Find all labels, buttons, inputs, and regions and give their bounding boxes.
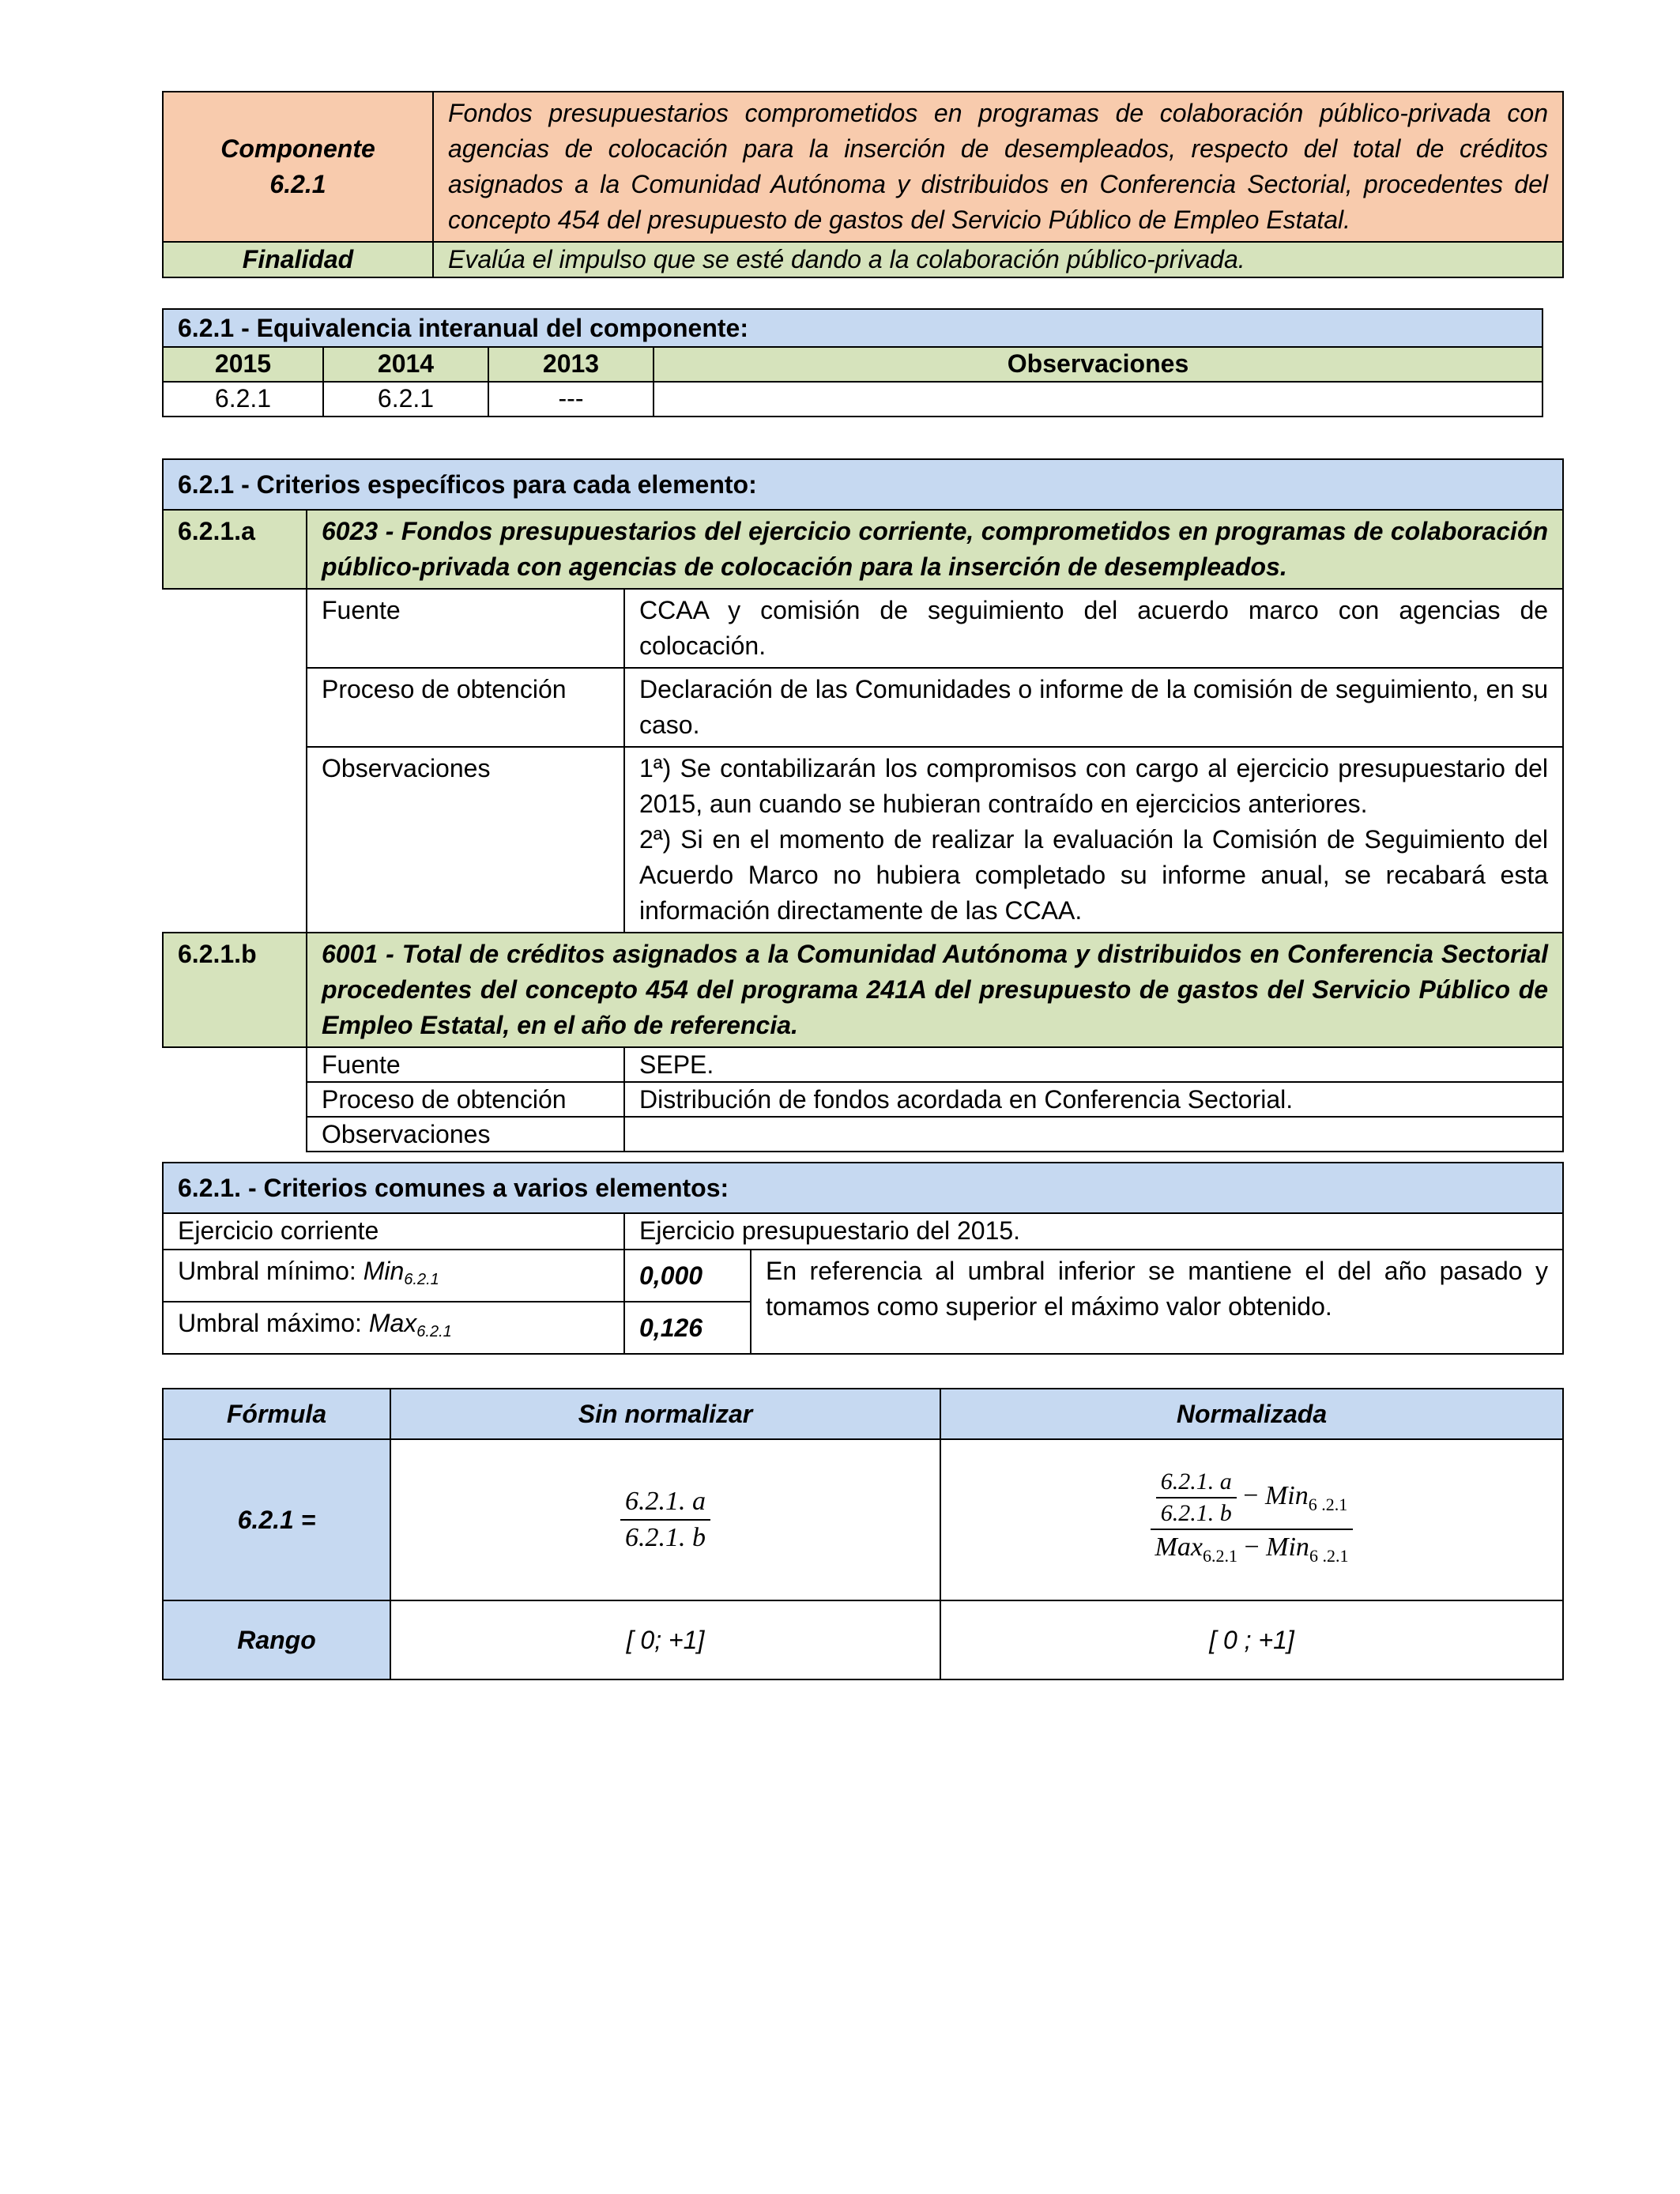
formula-norm-max: Max xyxy=(1155,1532,1203,1562)
equivalencia-cell-observaciones xyxy=(654,382,1543,417)
equivalencia-header-2014: 2014 xyxy=(323,347,488,382)
formula-norm-numerator xyxy=(1151,1468,1352,1527)
element-a-fuente-label: Fuente xyxy=(307,589,624,668)
element-a-observaciones-value xyxy=(624,747,1563,933)
formula-sin-denominator: 6.2.1. b xyxy=(625,1523,706,1552)
formula-sin-fraction xyxy=(620,1486,710,1554)
element-b-observaciones-value xyxy=(624,1117,1563,1152)
element-b-fuente-label: Fuente xyxy=(307,1047,624,1082)
minus-sign: − xyxy=(1243,1480,1259,1510)
fraction-bar xyxy=(1156,1497,1237,1498)
formula-norm-inner-fraction xyxy=(1156,1468,1237,1527)
formula-norm-denominator xyxy=(1151,1532,1354,1572)
element-b-spacer xyxy=(163,1047,307,1152)
element-b-code: 6.2.1.b xyxy=(163,933,307,1047)
equivalencia-title: 6.2.1 - Equivalencia interanual del componente: xyxy=(163,309,1543,347)
element-a-code: 6.2.1.a xyxy=(163,510,307,589)
element-a-title: 6023 - Fondos presupuestarios del ejercicio corriente, comprometidos en programas de colaboración público-privada con agencias de colocación para la inserción de desempleados. xyxy=(307,510,1563,589)
element-a-spacer xyxy=(163,589,307,933)
umbral-minimo-text: Umbral mínimo: xyxy=(178,1257,363,1285)
element-b-proceso-label: Proceso de obtención xyxy=(307,1082,624,1117)
ejercicio-value: Ejercicio presupuestario del 2015. xyxy=(624,1213,1563,1250)
element-a-proceso-label: Proceso de obtención xyxy=(307,668,624,747)
formula-norm-max-sub: 6.2.1 xyxy=(1202,1545,1237,1566)
formula-header-sin-normalizar: Sin normalizar xyxy=(390,1389,940,1439)
formula-normalizada xyxy=(940,1439,1563,1600)
component-description: Fondos presupuestarios comprometidos en programas de colaboración público-privada con agencias de colocación para la inserción de desempleados, respecto del total de créditos asignados a la Comunidad Autónoma y distribuidos en Conferencia Sectorial, procedentes del concepto 454 del presupuesto de gastos del Servicio Público de Empleo Estatal. xyxy=(433,92,1563,242)
formula-norm-min2: Min xyxy=(1266,1532,1309,1562)
formula-row-label: 6.2.1 = xyxy=(163,1439,390,1600)
component-label-cell xyxy=(163,92,433,242)
umbral-maximo-value: 0,126 xyxy=(624,1302,751,1354)
element-b-proceso-value: Distribución de fondos acordada en Conferencia Sectorial. xyxy=(624,1082,1563,1117)
umbral-maximo-label xyxy=(163,1302,624,1354)
component-label: Componente xyxy=(220,134,375,163)
formula-header-normalizada: Normalizada xyxy=(940,1389,1563,1439)
minus-sign: − xyxy=(1244,1532,1260,1562)
rango-normalizada: [ 0 ; +1] xyxy=(940,1600,1563,1679)
finalidad-text: Evalúa el impulso que se esté dando a la colaboración público-privada. xyxy=(433,242,1563,277)
element-a-proceso-value: Declaración de las Comunidades o informe de la comisión de seguimiento, en su caso. xyxy=(624,668,1563,747)
umbral-minimo-sub: 6.2.1 xyxy=(404,1271,439,1288)
umbral-maximo-var: Max xyxy=(368,1309,417,1337)
umbral-minimo-label xyxy=(163,1250,624,1302)
equivalencia-cell-2015: 6.2.1 xyxy=(163,382,323,417)
formula-norm-fraction xyxy=(1151,1468,1354,1572)
comunes-title: 6.2.1. - Criterios comunes a varios elementos: xyxy=(163,1163,1563,1213)
rango-sin-normalizar: [ 0; +1] xyxy=(390,1600,940,1679)
formula-table xyxy=(162,1388,1564,1680)
component-number: 6.2.1 xyxy=(269,170,326,198)
equivalencia-cell-2013: --- xyxy=(488,382,654,417)
element-b-title: 6001 - Total de créditos asignados a la Comunidad Autónoma y distribuidos en Conferencia Sectorial procedentes del concepto 454 del programa 241A del presupuesto de gastos del Servicio Público de Empleo Estatal, en el año de referencia. xyxy=(307,933,1563,1047)
comunes-table xyxy=(162,1162,1564,1355)
equivalencia-header-observaciones: Observaciones xyxy=(654,347,1543,382)
ejercicio-label: Ejercicio corriente xyxy=(163,1213,624,1250)
formula-sin-normalizar xyxy=(390,1439,940,1600)
criterios-title: 6.2.1 - Criterios específicos para cada elemento: xyxy=(163,459,1563,510)
element-b-observaciones-label: Observaciones xyxy=(307,1117,624,1152)
formula-norm-inner-denominator: 6.2.1. b xyxy=(1160,1499,1232,1526)
element-a-fuente-value: CCAA y comisión de seguimiento del acuerdo marco con agencias de colocación. xyxy=(624,589,1563,668)
equivalencia-cell-2014: 6.2.1 xyxy=(323,382,488,417)
formula-header-formula: Fórmula xyxy=(163,1389,390,1439)
finalidad-label: Finalidad xyxy=(163,242,433,277)
umbral-minimo-value: 0,000 xyxy=(624,1250,751,1302)
umbral-minimo-var: Min xyxy=(363,1257,405,1285)
element-a-observaciones-label: Observaciones xyxy=(307,747,624,933)
component-table xyxy=(162,91,1564,278)
formula-norm-min: Min xyxy=(1264,1480,1309,1510)
criterios-table xyxy=(162,458,1564,1152)
rango-label: Rango xyxy=(163,1600,390,1679)
equivalencia-header-2015: 2015 xyxy=(163,347,323,382)
element-a-observacion-2: 2ª) Si en el momento de realizar la evaluación la Comisión de Seguimiento del Acuerdo Marco no hubiera completado su informe anual, se recabará esta información directamente de las CCAA. xyxy=(639,825,1549,925)
element-b-fuente-value: SEPE. xyxy=(624,1047,1563,1082)
umbral-maximo-text: Umbral máximo: xyxy=(178,1309,369,1337)
umbral-note: En referencia al umbral inferior se mantiene el del año pasado y tomamos como superior el máximo valor obtenido. xyxy=(751,1250,1563,1354)
fraction-bar xyxy=(1151,1529,1354,1530)
formula-norm-inner-numerator: 6.2.1. a xyxy=(1160,1468,1232,1495)
equivalencia-header-2013: 2013 xyxy=(488,347,654,382)
formula-sin-numerator: 6.2.1. a xyxy=(625,1487,706,1516)
element-a-observacion-1: 1ª) Se contabilizarán los compromisos con cargo al ejercicio presupuestario del 2015, aun cuando se hubieran contraído en ejercicios anteriores. xyxy=(639,754,1549,818)
equivalencia-table xyxy=(162,308,1543,417)
umbral-maximo-sub: 6.2.1 xyxy=(416,1323,452,1340)
formula-norm-min-sub: 6 .2.1 xyxy=(1308,1494,1348,1514)
fraction-bar xyxy=(620,1519,710,1521)
formula-norm-min2-sub: 6 .2.1 xyxy=(1309,1545,1349,1566)
